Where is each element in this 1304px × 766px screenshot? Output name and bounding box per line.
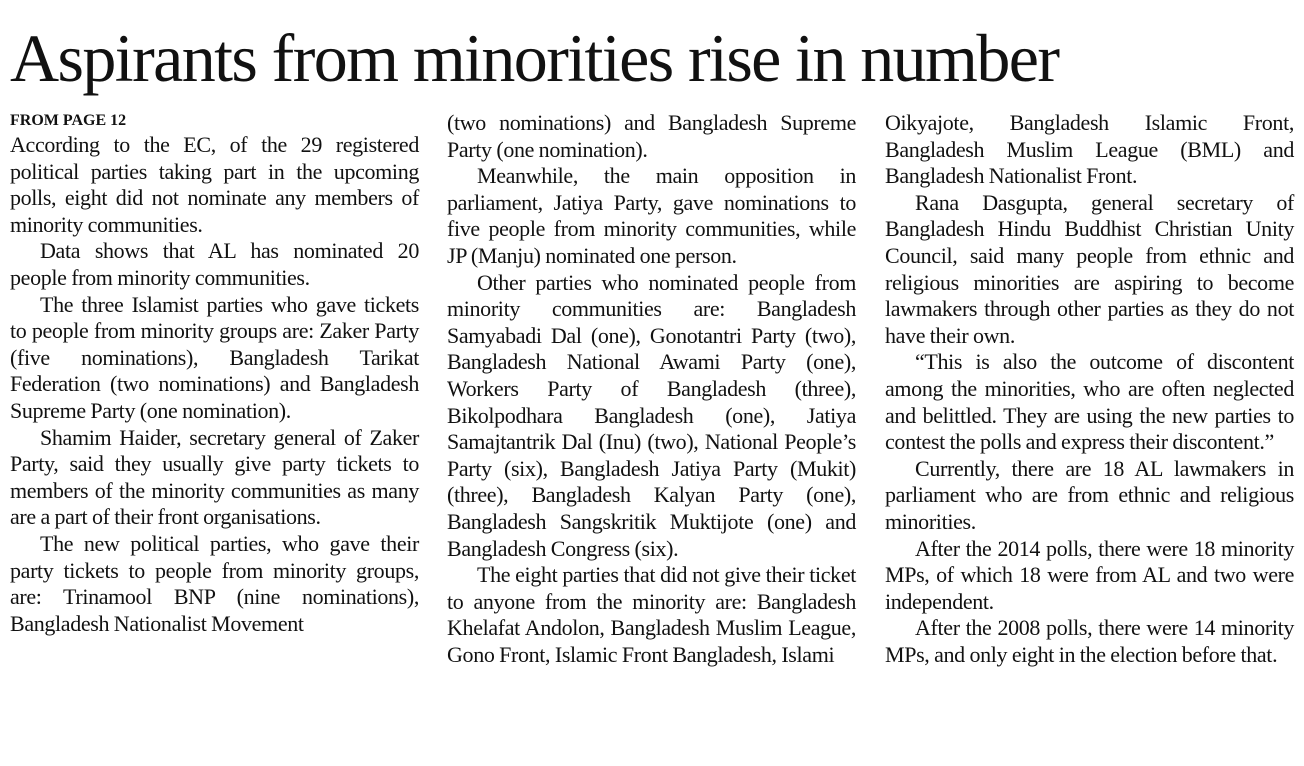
body-paragraph: The eight parties that did not give their ticket to anyone from the minority are: Bangladesh Khelafat Andolon, Bangladesh Muslim League, Gono Front, Islamic Front Bangladesh, Islami [447,562,856,667]
body-paragraph: Currently, there are 18 AL lawmakers in parliament who are from ethnic and religious minorities. [885,455,1294,534]
body-paragraph: Rana Dasgupta, general secretary of Bangladesh Hindu Buddhist Christian Unity Council, said many people from ethnic and religious minorities are aspiring to become lawmakers through other parties as they do not have their own. [885,189,1294,348]
body-paragraph-continued: (two nominations) and Bangladesh Supreme Party (one nomination). [447,110,856,162]
body-paragraph: “This is also the outcome of discontent among the minorities, who are often neglected and belittled. They are using the new parties to contest the polls and express their discontent.” [885,349,1294,455]
continued-from-kicker: FROM PAGE 12 [10,112,127,129]
body-paragraph: Shamim Haider, secretary general of Zaker Party, said they usually give party tickets to members of the minority communities as many are a part of their front organisations. [10,424,419,530]
article-headline: Aspirants from minorities rise in number [10,20,1059,96]
body-paragraph: The three Islamist parties who gave tickets to people from minority groups are: Zaker Party (five nominations), Bangladesh Tarikat Federation (two nominations) and Bangladesh Supreme Party (one nomination). [10,291,419,423]
body-paragraph: Other parties who nominated people from minority communities are: Bangladesh Samyabadi Dal (one), Gonotantri Party (two), Bangladesh National Awami Party (one), Workers Party of Bangladesh (three), Bikolpodhara Bangladesh (one), Jatiya Samajtantrik Dal (Inu) (two), National People’s Party (six), Bangladesh Jatiya Party (Mukit) (three), Bangladesh Kalyan Party (one), Bangladesh Sangskritik Muktijote (one) and Bangladesh Congress (six). [447,269,856,561]
body-paragraph: Data shows that AL has nominated 20 people from minority communities. [10,238,419,290]
body-paragraph: After the 2014 polls, there were 18 minority MPs, of which 18 were from AL and two were independent. [885,535,1294,614]
body-paragraph: After the 2008 polls, there were 14 minority MPs, and only eight in the election before that. [885,615,1294,667]
body-paragraph: Meanwhile, the main opposition in parliament, Jatiya Party, gave nominations to five people from minority communities, while JP (Manju) nominated one person. [447,163,856,268]
article-column-1 [10,110,419,637]
body-paragraph: The new political parties, who gave their party tickets to people from minority groups, are: Trinamool BNP (nine nominations), Bangladesh Nationalist Movement [10,530,419,636]
article-column-3 [885,110,1294,668]
article-column-2 [447,110,856,668]
body-paragraph-continued: Oikyajote, Bangladesh Islamic Front, Bangladesh Muslim League (BML) and Bangladesh Nationalist Front. [885,110,1294,189]
body-paragraph: According to the EC, of the 29 registered political parties taking part in the upcoming polls, eight did not nominate any members of minority communities. [10,132,419,237]
